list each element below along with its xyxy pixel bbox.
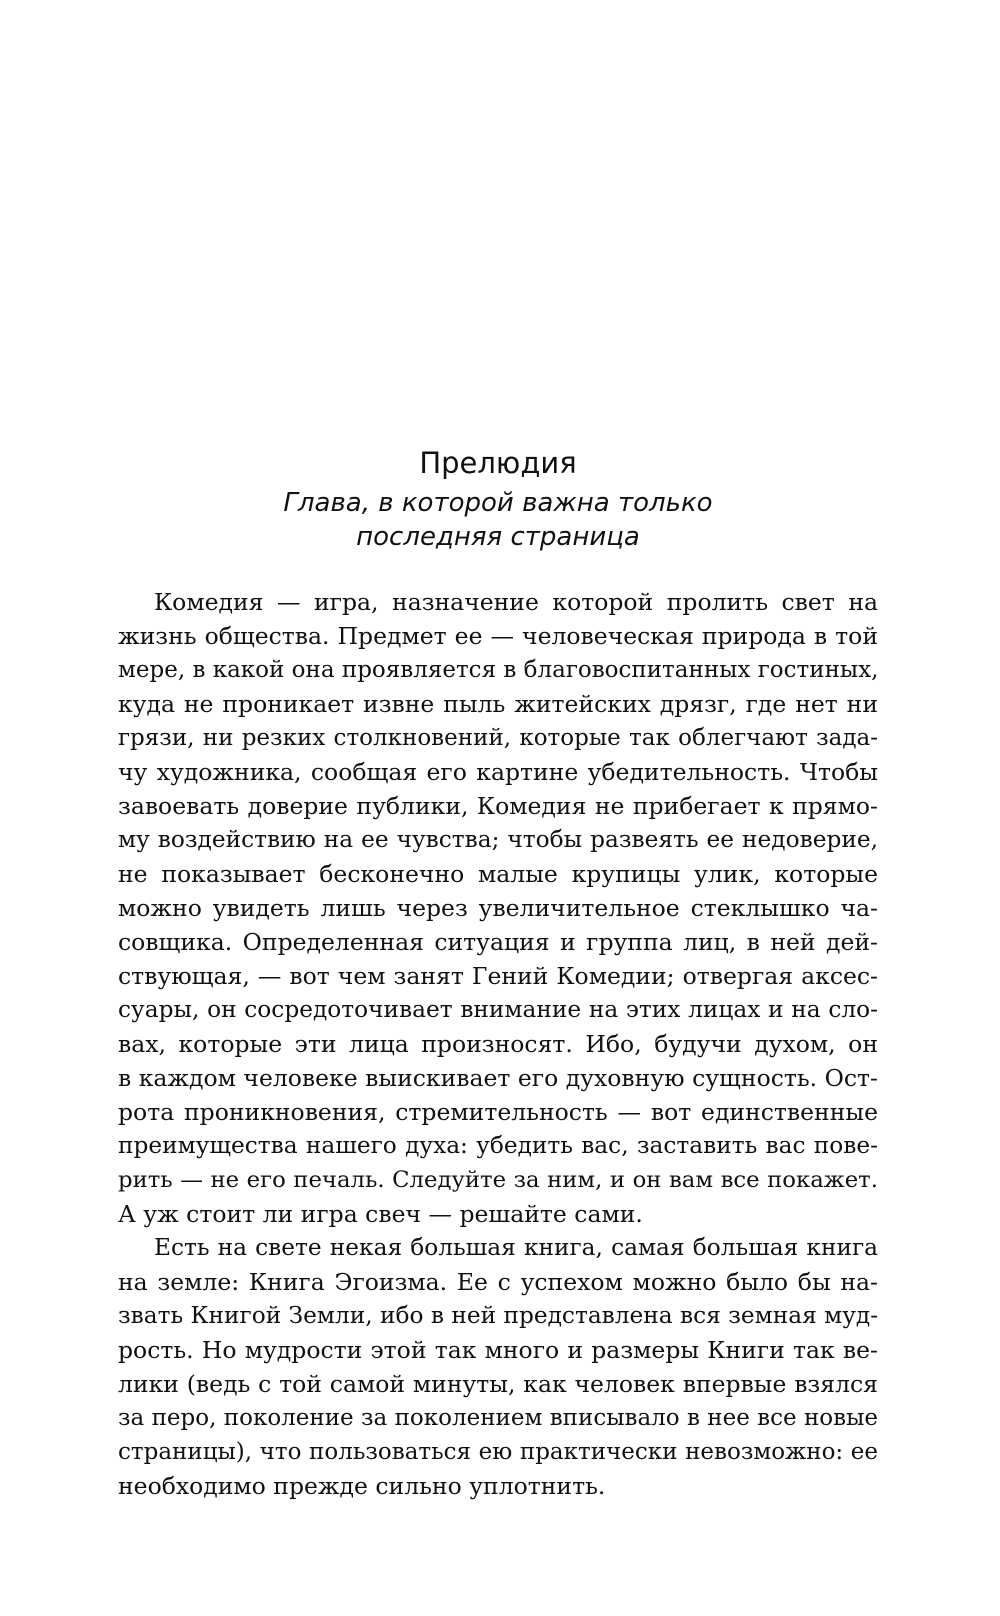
text-line: суары, он сосредоточивает внимание на этих лицах и на сло- bbox=[118, 996, 878, 1023]
text-line: куда не проникает извне пыль житейских дрязг, где нет ни bbox=[118, 690, 878, 718]
text-line: Комедия — игра, назначение которой пролить свет на bbox=[154, 588, 878, 616]
text-line: за перо, поколение за поколением вписывало в нее все новые bbox=[118, 1405, 878, 1431]
text-line: можно увидеть лишь через увеличительное стеклышко ча- bbox=[118, 894, 878, 922]
text-line: не показывает бесконечно малые крупицы улик, которые bbox=[118, 860, 878, 888]
text-line: звать Книгой Земли, ибо в ней представлена вся земная муд- bbox=[118, 1302, 879, 1329]
text-line: рота проникновения, стремительность — вот единственные bbox=[118, 1098, 878, 1126]
text-line: на земле: Книга Эгоизма. Ее с успехом можно было бы на- bbox=[118, 1268, 878, 1296]
text-line: преимущества нашего духа: убедить вас, заставить вас пове- bbox=[118, 1132, 878, 1159]
paragraph-1 bbox=[118, 585, 878, 1231]
text-line: страницы), что пользоваться ею практически невозможно: ее bbox=[118, 1439, 878, 1465]
paragraph-2 bbox=[118, 1231, 878, 1503]
text-line: рить — не его печаль. Следуйте за ним, и он вам все покажет. bbox=[118, 1167, 878, 1193]
text-line: мере, в какой она проявляется в благовоспитанных гостиных, bbox=[118, 657, 879, 683]
text-line: в каждом человеке выискивает его духовную сущность. Ост- bbox=[118, 1064, 878, 1092]
text-line: рость. Но мудрости этой так много и размеры Книги так ве- bbox=[118, 1336, 878, 1364]
text-line: му воздействию на ее чувства; чтобы развеять ее недоверие, bbox=[118, 826, 878, 853]
text-line: жизнь общества. Предмет ее — человеческая природа в той bbox=[118, 622, 878, 650]
chapter-subtitle-line: последняя страница bbox=[356, 522, 640, 552]
text-line: вах, которые эти лица произносят. Ибо, будучи духом, он bbox=[118, 1030, 878, 1058]
text-line: лики (ведь с той самой минуты, как человек впервые взялся bbox=[118, 1370, 878, 1398]
text-line: чу художника, сообщая его картине убедительность. Чтобы bbox=[118, 758, 878, 786]
text-line: совщика. Определенная ситуация и группа лиц, в ней дей- bbox=[118, 928, 878, 956]
text-line: Есть на свете некая большая книга, самая большая книга bbox=[154, 1234, 878, 1261]
text-line: ствующая, — вот чем занят Гений Комедии; отвергая аксес- bbox=[118, 962, 878, 990]
text-line: необходимо прежде сильно уплотнить. bbox=[118, 1472, 606, 1500]
chapter-subtitle bbox=[118, 486, 878, 554]
text-line: завоевать доверие публики, Комедия не прибегает к прямо- bbox=[118, 792, 878, 820]
body-text bbox=[118, 585, 878, 1503]
text-line: грязи, ни резких столкновений, которые так облегчают зада- bbox=[118, 725, 878, 751]
chapter-subtitle-line: Глава, в которой важна только bbox=[283, 488, 713, 518]
text-line: А уж стоит ли игра свеч — решайте сами. bbox=[118, 1200, 643, 1228]
chapter-heading bbox=[118, 446, 878, 554]
chapter-title: Прелюдия bbox=[419, 446, 577, 480]
